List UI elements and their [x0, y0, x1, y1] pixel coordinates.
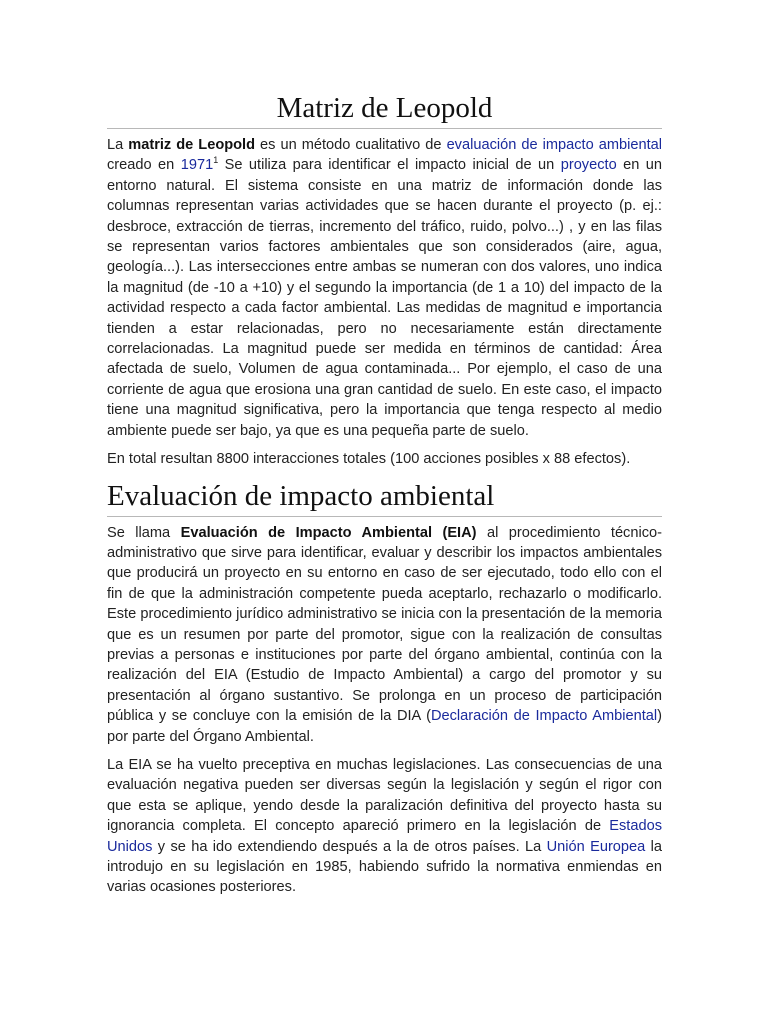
paragraph-total-interactions: En total resultan 8800 interacciones totales (100 acciones posibles x 88 efectos). [107, 451, 631, 468]
link-union-europea[interactable]: Unión Europea [546, 838, 646, 855]
bold-term-eia: Evaluación de Impacto Ambiental (EIA) [180, 524, 477, 541]
text-run: ) por parte del Órgano Ambiental. [107, 708, 662, 745]
paragraph-eia-definition [107, 523, 662, 747]
link-estados-unidos[interactable]: Estados Unidos [107, 818, 662, 855]
text-run: La [107, 137, 129, 153]
section-title-eia: Evaluación de impacto ambiental [107, 478, 662, 517]
text-run: es un método cualitativo de [255, 137, 447, 153]
text-run: creado en [107, 157, 181, 174]
text-run: Se utiliza para identificar el impacto inicial de un [218, 157, 561, 174]
text-run: en un entorno natural. El sistema consiste en una matriz de información donde las columnas representan varias actividades que se hacen durante el proyecto (p. ej.: desbroce, extracción de tierras, incremento del tráfico, ruido, polvo...) , y en las filas se representan varios factores ambientales que son considerados (aire, agua, geología...). Las intersecciones entre ambas se numeran con dos valores, uno indica la magnitud (de -10 a +10) y el segundo la importancia (de 1 a 10) del impacto de la actividad respecto a cada factor ambiental. Las medidas de magnitud e importancia tienden a estar relacionadas, pero no necesariamente están directamente correlacionadas. La magnitud puede ser medida en términos de cantidad: Área afectada de suelo, Volumen de agua contaminada... Por ejemplo, el caso de una corriente de agua que erosiona una gran cantidad de suelo. En este caso, el impacto tiene una magnitud significativa, pero la importancia que tenga respecto al medio ambiente puede ser bajo, ya que es una pequeña parte de suelo. [107, 157, 663, 439]
link-proyecto[interactable]: proyecto [560, 157, 617, 174]
link-evaluacion-impacto-ambiental[interactable]: evaluación de impacto ambiental [446, 137, 662, 153]
text-run: y se ha ido extendiendo después a la de otros países. La [152, 838, 547, 855]
document-page [107, 86, 662, 906]
paragraph-leopold-intro [107, 135, 662, 441]
text-run: Se llama [107, 524, 181, 541]
text-run: al procedimiento técnico-administrativo que sirve para identificar, evaluar y describir los impactos ambientales que producirá un proyecto en su entorno en caso de ser ejecutado, todo ello con el fin de que la administración competente pueda aceptarlo, rechazarlo o modificarlo. Este procedimiento jurídico administrativo se inicia con la presentación de la memoria que es un resumen por parte del promotor, sigue con la realización de consultas previas a personas e instituciones por parte del órgano ambiental, continúa con la realización del EIA (Estudio de Impacto Ambiental) a cargo del promotor y su presentación al órgano sustantivo. Se prolonga en un proceso de participación pública y se concluye con la emisión de la DIA ( [107, 524, 662, 725]
text-run: la introdujo en su legislación en 1985, habiendo sufrido la normativa enmiendas en varias ocasiones posteriores. [107, 838, 662, 896]
link-declaracion-impacto-ambiental[interactable]: Declaración de Impacto Ambiental [430, 708, 658, 725]
paragraph-eia-legislation [107, 755, 662, 898]
text-run: La EIA se ha vuelto preceptiva en muchas legislaciones. Las consecuencias de una evaluación negativa pueden ser diversas según la legislación y según el rigor con que esta se aplique, yendo desde la paralización definitiva del proyecto hasta su ignorancia completa. El concepto apareció primero en la legislación de [107, 756, 662, 835]
footnote-ref[interactable]: 1 [213, 155, 219, 166]
bold-term-matriz: matriz de Leopold [128, 137, 256, 153]
page-title: Matriz de Leopold [107, 86, 662, 129]
link-1971[interactable]: 1971 [180, 157, 214, 174]
